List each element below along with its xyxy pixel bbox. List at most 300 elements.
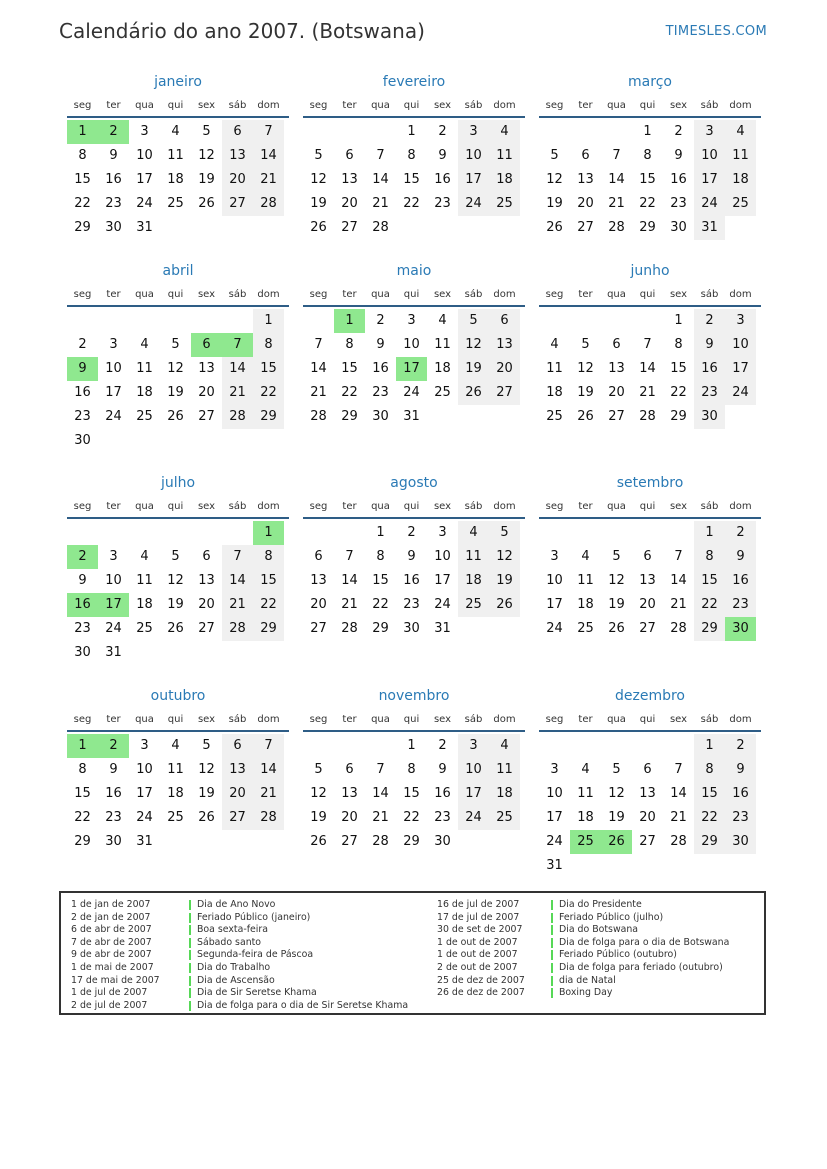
legend-holiday-name: Boa sexta-feira [197, 924, 269, 936]
empty-day-cell [601, 521, 632, 545]
week-row [67, 192, 289, 216]
day-cell: 27 [198, 409, 215, 424]
day-cell: 4 [438, 313, 447, 328]
empty-day-cell [129, 521, 160, 545]
day-cell: 25 [489, 192, 520, 216]
week-row [539, 734, 761, 758]
weekday-label: sex [197, 288, 216, 300]
week-row [539, 617, 761, 641]
day-cell: 10 [725, 333, 756, 357]
legend-holiday-name: Dia de folga para feriado (outubro) [559, 961, 723, 973]
day-cell: 15 [372, 573, 389, 588]
day-cell: 11 [167, 148, 184, 163]
day-cell: 22 [694, 806, 725, 830]
day-cell: 2 [694, 309, 725, 333]
legend-color-marker [189, 950, 191, 960]
day-cell: 16 [694, 357, 725, 381]
day-cell: 13 [341, 172, 358, 187]
empty-day-cell [539, 521, 570, 545]
day-cell: 18 [577, 810, 594, 825]
day-cell: 26 [167, 409, 184, 424]
day-cell: 28 [372, 834, 389, 849]
day-cell: 8 [78, 148, 87, 163]
day-cell: 23 [74, 621, 91, 636]
day-cell: 16 [434, 172, 451, 187]
day-cell: 10 [403, 337, 420, 352]
day-cell: 2 [725, 734, 756, 758]
day-cell: 16 [725, 569, 756, 593]
week-row [303, 381, 525, 405]
day-cell: 26 [310, 834, 327, 849]
day-cell: 18 [489, 168, 520, 192]
day-cell: 25 [458, 593, 489, 617]
empty-day-cell [601, 734, 632, 758]
brand-link[interactable]: TIMESLES.COM [665, 24, 767, 39]
day-cell: 18 [167, 172, 184, 187]
day-cell: 23 [372, 385, 389, 400]
empty-day-cell [129, 309, 160, 333]
weekday-header [303, 495, 525, 519]
day-cell: 27 [577, 220, 594, 235]
day-cell: 27 [222, 806, 253, 830]
day-cell: 30 [74, 433, 91, 448]
day-cell: 10 [136, 148, 153, 163]
day-cell: 20 [608, 385, 625, 400]
day-cell: 1 [334, 309, 365, 333]
day-cell: 7 [674, 549, 683, 564]
day-cell: 5 [489, 521, 520, 545]
day-cell: 13 [310, 573, 327, 588]
day-cell: 20 [341, 196, 358, 211]
month-fevereiro [303, 72, 525, 240]
weekday-header [539, 495, 761, 519]
day-cell: 3 [109, 549, 118, 564]
legend-date: 17 de mai de 2007 [71, 974, 160, 986]
week-row [303, 734, 525, 758]
empty-day-cell [222, 521, 253, 545]
day-cell: 6 [191, 333, 222, 357]
day-cell: 24 [403, 385, 420, 400]
weekday-label: qua [607, 99, 626, 111]
day-cell: 2 [98, 120, 129, 144]
month-name: outubro [150, 688, 206, 704]
day-cell: 22 [670, 385, 687, 400]
day-cell: 27 [341, 834, 358, 849]
day-cell: 30 [74, 645, 91, 660]
empty-day-cell [539, 120, 570, 144]
day-cell: 14 [670, 786, 687, 801]
day-cell: 25 [167, 810, 184, 825]
day-cell: 4 [489, 734, 520, 758]
day-cell: 3 [550, 549, 559, 564]
day-cell: 25 [489, 806, 520, 830]
day-cell: 14 [639, 361, 656, 376]
day-cell: 2 [674, 124, 683, 139]
week-row [303, 617, 525, 641]
day-cell: 15 [341, 361, 358, 376]
empty-day-cell [67, 521, 98, 545]
day-cell: 4 [550, 337, 559, 352]
day-cell: 9 [725, 545, 756, 569]
week-row [303, 357, 525, 381]
legend-color-marker [189, 925, 191, 935]
day-cell: 25 [577, 621, 594, 636]
day-cell: 29 [639, 220, 656, 235]
day-cell: 4 [725, 120, 756, 144]
day-cell: 8 [694, 545, 725, 569]
day-cell: 17 [136, 786, 153, 801]
day-cell: 18 [434, 361, 451, 376]
month-setembro [539, 473, 761, 641]
week-row [67, 405, 289, 429]
day-cell: 28 [253, 806, 284, 830]
day-cell: 24 [725, 381, 756, 405]
week-row [67, 144, 289, 168]
day-cell: 5 [202, 124, 211, 139]
day-cell: 7 [345, 549, 354, 564]
month-name: julho [160, 475, 196, 491]
week-row [67, 758, 289, 782]
day-cell: 26 [601, 830, 632, 854]
week-row [303, 521, 525, 545]
day-cell: 4 [581, 549, 590, 564]
day-cell: 17 [434, 573, 451, 588]
weekday-label: ter [106, 288, 121, 300]
day-cell: 16 [725, 782, 756, 806]
day-cell: 25 [434, 385, 451, 400]
day-cell: 13 [639, 786, 656, 801]
day-cell: 28 [670, 621, 687, 636]
day-cell: 29 [372, 621, 389, 636]
day-cell: 9 [109, 762, 118, 777]
legend-color-marker [189, 913, 191, 923]
day-cell: 27 [639, 621, 656, 636]
day-cell: 1 [643, 124, 652, 139]
weekday-label: qua [135, 288, 154, 300]
legend-color-marker [551, 950, 553, 960]
week-row [539, 192, 761, 216]
week-row [67, 782, 289, 806]
day-cell: 31 [136, 220, 153, 235]
day-cell: 19 [608, 597, 625, 612]
day-cell: 14 [670, 573, 687, 588]
day-cell: 28 [222, 617, 253, 641]
day-cell: 7 [253, 120, 284, 144]
day-cell: 29 [253, 405, 284, 429]
weekday-label: seg [309, 288, 328, 300]
day-cell: 14 [222, 357, 253, 381]
weekday-label: qui [639, 713, 656, 725]
week-row [539, 168, 761, 192]
day-cell: 6 [345, 148, 354, 163]
day-cell: 20 [310, 597, 327, 612]
empty-day-cell [632, 521, 663, 545]
day-cell: 1 [694, 734, 725, 758]
weekday-label: ter [106, 500, 121, 512]
weekday-label: seg [309, 713, 328, 725]
weekday-label: sex [669, 288, 688, 300]
weekday-label: seg [545, 288, 564, 300]
day-cell: 22 [253, 593, 284, 617]
day-cell: 22 [74, 810, 91, 825]
day-cell: 26 [198, 196, 215, 211]
day-cell: 24 [546, 621, 563, 636]
day-cell: 15 [74, 786, 91, 801]
day-cell: 23 [105, 810, 122, 825]
day-cell: 29 [403, 834, 420, 849]
month-name: abril [162, 263, 194, 279]
day-cell: 16 [670, 172, 687, 187]
day-cell: 3 [140, 738, 149, 753]
week-row [67, 168, 289, 192]
day-cell: 28 [341, 621, 358, 636]
day-cell: 6 [314, 549, 323, 564]
legend-color-marker [551, 963, 553, 973]
month-novembro [303, 686, 525, 854]
month-name: agosto [390, 475, 438, 491]
day-cell: 21 [341, 597, 358, 612]
weekday-label: qua [135, 713, 154, 725]
day-cell: 9 [725, 758, 756, 782]
empty-day-cell [191, 309, 222, 333]
weekday-label: sáb [700, 500, 719, 512]
day-cell: 18 [458, 569, 489, 593]
week-row [303, 144, 525, 168]
weekday-label: qua [371, 288, 390, 300]
weekday-label: qui [403, 713, 420, 725]
empty-day-cell [303, 309, 334, 333]
month-name: janeiro [154, 74, 202, 90]
day-cell: 10 [546, 573, 563, 588]
day-cell: 1 [253, 521, 284, 545]
day-cell: 12 [608, 573, 625, 588]
day-cell: 8 [407, 762, 416, 777]
day-cell: 14 [608, 172, 625, 187]
empty-day-cell [67, 309, 98, 333]
day-cell: 13 [341, 786, 358, 801]
day-cell: 17 [396, 357, 427, 381]
day-cell: 15 [639, 172, 656, 187]
day-cell: 30 [725, 617, 756, 641]
day-cell: 1 [67, 120, 98, 144]
day-cell: 9 [376, 337, 385, 352]
empty-day-cell [365, 734, 396, 758]
day-cell: 24 [105, 621, 122, 636]
week-row [539, 806, 761, 830]
day-cell: 24 [105, 409, 122, 424]
day-cell: 4 [140, 337, 149, 352]
day-cell: 6 [581, 148, 590, 163]
day-cell: 7 [253, 734, 284, 758]
legend-date: 7 de abr de 2007 [71, 936, 152, 948]
day-cell: 5 [581, 337, 590, 352]
day-cell: 9 [694, 333, 725, 357]
legend-date: 1 de out de 2007 [437, 936, 518, 948]
day-cell: 16 [372, 361, 389, 376]
day-cell: 2 [67, 545, 98, 569]
legend-holiday-name: Feriado Público (julho) [559, 911, 664, 923]
day-cell: 23 [694, 381, 725, 405]
day-cell: 1 [253, 309, 284, 333]
day-cell: 21 [253, 782, 284, 806]
weekday-header [539, 94, 761, 118]
weekday-label: qui [639, 500, 656, 512]
day-cell: 15 [694, 782, 725, 806]
day-cell: 14 [372, 786, 389, 801]
weekday-label: qui [167, 500, 184, 512]
day-cell: 3 [458, 734, 489, 758]
empty-day-cell [334, 120, 365, 144]
legend-color-marker [189, 1001, 191, 1011]
day-cell: 12 [310, 786, 327, 801]
weekday-label: qui [639, 288, 656, 300]
day-cell: 8 [674, 337, 683, 352]
day-cell: 12 [577, 361, 594, 376]
day-cell: 2 [438, 124, 447, 139]
day-cell: 8 [643, 148, 652, 163]
week-row [303, 782, 525, 806]
day-cell: 6 [643, 549, 652, 564]
day-cell: 3 [458, 120, 489, 144]
month-outubro [67, 686, 289, 854]
day-cell: 30 [670, 220, 687, 235]
day-cell: 14 [310, 361, 327, 376]
day-cell: 6 [643, 762, 652, 777]
day-cell: 2 [438, 738, 447, 753]
weekday-label: sex [197, 713, 216, 725]
day-cell: 9 [674, 148, 683, 163]
empty-day-cell [191, 521, 222, 545]
day-cell: 23 [105, 196, 122, 211]
day-cell: 26 [310, 220, 327, 235]
day-cell: 15 [694, 569, 725, 593]
page-title: Calendário do ano 2007. (Botswana) [59, 19, 425, 43]
week-row [539, 569, 761, 593]
weekday-label: sex [433, 288, 452, 300]
empty-day-cell [570, 521, 601, 545]
empty-day-cell [98, 309, 129, 333]
day-cell: 27 [310, 621, 327, 636]
weekday-label: sex [433, 99, 452, 111]
week-row [303, 806, 525, 830]
day-cell: 13 [222, 758, 253, 782]
day-cell: 17 [458, 782, 489, 806]
legend-date: 30 de set de 2007 [437, 924, 523, 936]
legend-holiday-name: Feriado Público (outubro) [559, 949, 677, 961]
day-cell: 11 [136, 573, 153, 588]
day-cell: 13 [639, 573, 656, 588]
day-cell: 13 [608, 361, 625, 376]
weekday-header [67, 283, 289, 307]
week-row [67, 381, 289, 405]
day-cell: 5 [171, 337, 180, 352]
day-cell: 16 [67, 593, 98, 617]
weekday-label: sex [197, 99, 216, 111]
day-cell: 2 [376, 313, 385, 328]
day-cell: 25 [546, 409, 563, 424]
weekday-label: qua [607, 288, 626, 300]
day-cell: 12 [546, 172, 563, 187]
legend-holiday-name: Dia de folga para o dia de Sir Seretse Khama [197, 999, 409, 1011]
day-cell: 13 [222, 144, 253, 168]
legend-color-marker [551, 900, 553, 910]
weekday-label: seg [545, 500, 564, 512]
day-cell: 18 [489, 782, 520, 806]
day-cell: 12 [489, 545, 520, 569]
day-cell: 7 [314, 337, 323, 352]
week-row [303, 216, 525, 240]
day-cell: 16 [105, 172, 122, 187]
day-cell: 3 [140, 124, 149, 139]
day-cell: 1 [67, 734, 98, 758]
weekday-label: qua [135, 99, 154, 111]
legend-holiday-name: Dia de Ascensão [197, 974, 275, 986]
legend-color-marker [189, 938, 191, 948]
weekday-label: dom [257, 99, 280, 111]
day-cell: 14 [341, 573, 358, 588]
week-row [67, 617, 289, 641]
weekday-label: qui [403, 99, 420, 111]
month-name: novembro [378, 688, 450, 704]
day-cell: 5 [612, 762, 621, 777]
day-cell: 11 [577, 786, 594, 801]
legend-color-marker [551, 913, 553, 923]
weekday-label: qua [371, 99, 390, 111]
week-row [303, 405, 525, 429]
month-name: setembro [616, 475, 684, 491]
day-cell: 4 [171, 738, 180, 753]
day-cell: 5 [202, 738, 211, 753]
day-cell: 12 [310, 172, 327, 187]
day-cell: 20 [198, 597, 215, 612]
day-cell: 21 [222, 593, 253, 617]
day-cell: 13 [198, 573, 215, 588]
day-cell: 26 [608, 621, 625, 636]
day-cell: 1 [376, 525, 385, 540]
day-cell: 1 [407, 124, 416, 139]
day-cell: 7 [222, 333, 253, 357]
day-cell: 20 [341, 810, 358, 825]
day-cell: 21 [670, 810, 687, 825]
weekday-label: ter [342, 500, 357, 512]
empty-day-cell [570, 120, 601, 144]
weekday-label: seg [73, 99, 92, 111]
day-cell: 25 [136, 409, 153, 424]
weekday-label: dom [257, 713, 280, 725]
day-cell: 22 [74, 196, 91, 211]
week-row [539, 830, 761, 854]
day-cell: 31 [403, 409, 420, 424]
day-cell: 16 [74, 385, 91, 400]
day-cell: 25 [570, 830, 601, 854]
weekday-label: sex [433, 500, 452, 512]
day-cell: 6 [222, 120, 253, 144]
day-cell: 3 [550, 762, 559, 777]
weekday-label: ter [578, 500, 593, 512]
day-cell: 29 [253, 617, 284, 641]
day-cell: 15 [253, 357, 284, 381]
day-cell: 23 [403, 597, 420, 612]
day-cell: 18 [577, 597, 594, 612]
weekday-label: sáb [464, 500, 483, 512]
weekday-label: qui [403, 288, 420, 300]
day-cell: 21 [608, 196, 625, 211]
day-cell: 23 [434, 196, 451, 211]
week-row [67, 830, 289, 854]
weekday-label: qui [403, 500, 420, 512]
empty-day-cell [632, 309, 663, 333]
day-cell: 29 [74, 220, 91, 235]
